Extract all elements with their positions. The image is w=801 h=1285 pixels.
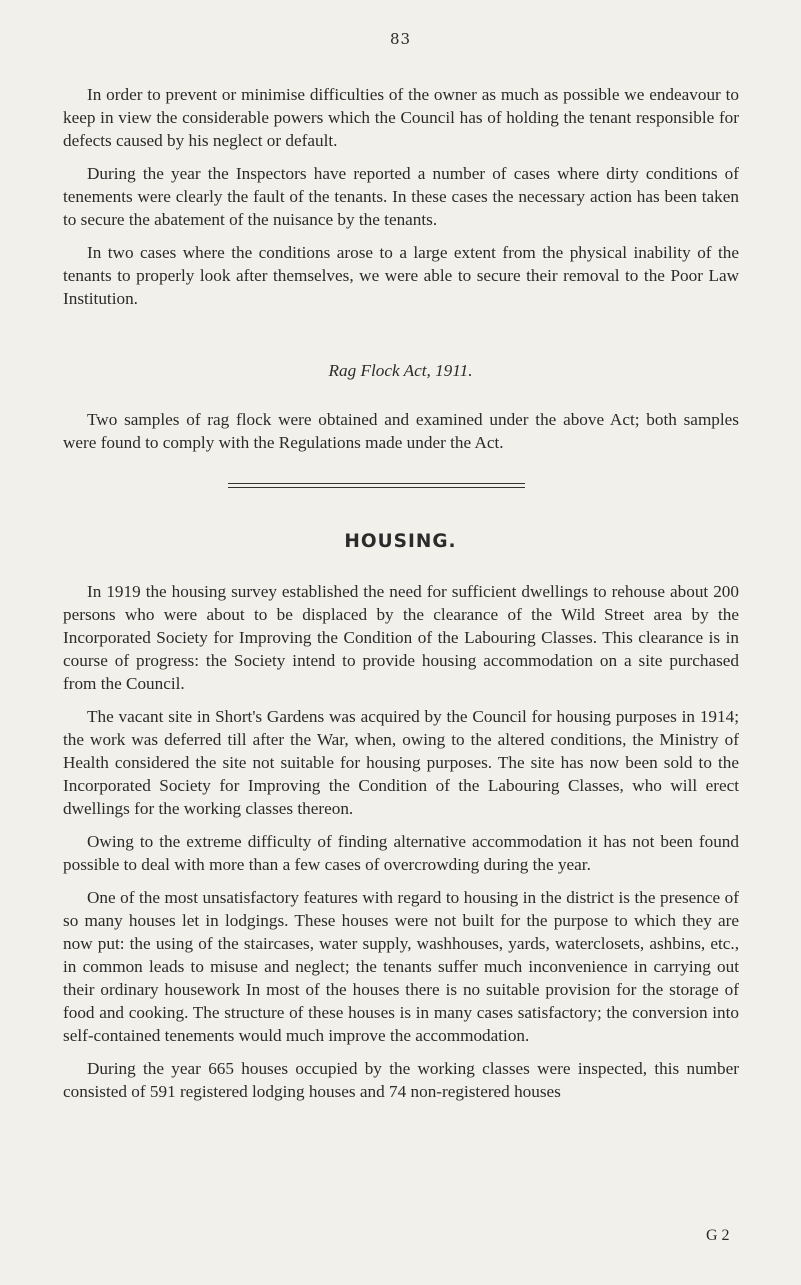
signature-mark: G 2 xyxy=(706,1227,730,1244)
paragraph: One of the most unsatisfactory features with regard to housing in the district is the presence of so many houses let in lodgings. These houses were not built for the purpose to which they are now put: the using of the staircases, water supply, washhouses, yards, waterclosets, ashbins, etc., in common leads to misuse and neglect; the tenants suffer much inconvenience in carrying out their ordinary housework In most of the houses there is no suitable provision for the storage of food and cooking. The structure of these houses is in many cases satisfactory; the conversion into self-contained tenements would much improve the accommodation. xyxy=(63,888,739,1045)
paragraph: During the year 665 houses occupied by the working classes were inspected, this number consisted of 591 registered lodging houses and 74 non-registered houses xyxy=(63,1059,739,1101)
paragraph: Two samples of rag flock were obtained and examined under the above Act; both samples were found to comply with the Regulations made under the Act. xyxy=(63,410,739,452)
housing-heading: HOUSING. xyxy=(344,531,457,552)
section-divider xyxy=(228,483,525,488)
intro-section xyxy=(63,83,739,320)
paragraph: The vacant site in Short's Gardens was acquired by the Council for housing purposes in 1914; the work was deferred till after the War, when, owing to the altered conditions, the Ministry of Health considered the site not suitable for housing purposes. The site has now been sold to the Incorporated Society for Improving the Condition of the Labouring Classes, who will erect dwellings for the working classes thereon. xyxy=(63,707,739,818)
paragraph: In order to prevent or minimise difficulties of the owner as much as possible we endeavour to keep in view the considerable powers which the Council has of holding the tenant responsible for defects caused by his neglect or default. xyxy=(63,85,739,150)
paragraph: Owing to the extreme difficulty of finding alternative accommodation it has not been found possible to deal with more than a few cases of overcrowding during the year. xyxy=(63,832,739,874)
paragraph: During the year the Inspectors have reported a number of cases where dirty conditions of tenements were clearly the fault of the tenants. In these cases the necessary action has been taken to secure the abatement of the nuisance by the tenants. xyxy=(63,164,739,229)
housing-section xyxy=(63,580,739,1113)
rag-flock-section xyxy=(63,408,739,464)
page-number: 83 xyxy=(389,30,412,48)
paragraph: In 1919 the housing survey established the need for sufficient dwellings to rehouse about 200 persons who were about to be displaced by the clearance of the Wild Street area by the Incorporated Society for Improving the Condition of the Labouring Classes. This clearance is in course of progress: the Society intend to provide housing accommodation on a site purchased from the Council. xyxy=(63,582,739,693)
rag-flock-heading: Rag Flock Act, 1911. xyxy=(328,361,473,380)
paragraph: In two cases where the conditions arose to a large extent from the physical inability of the tenants to properly look after themselves, we were able to secure their removal to the Poor Law Institution. xyxy=(63,243,739,308)
